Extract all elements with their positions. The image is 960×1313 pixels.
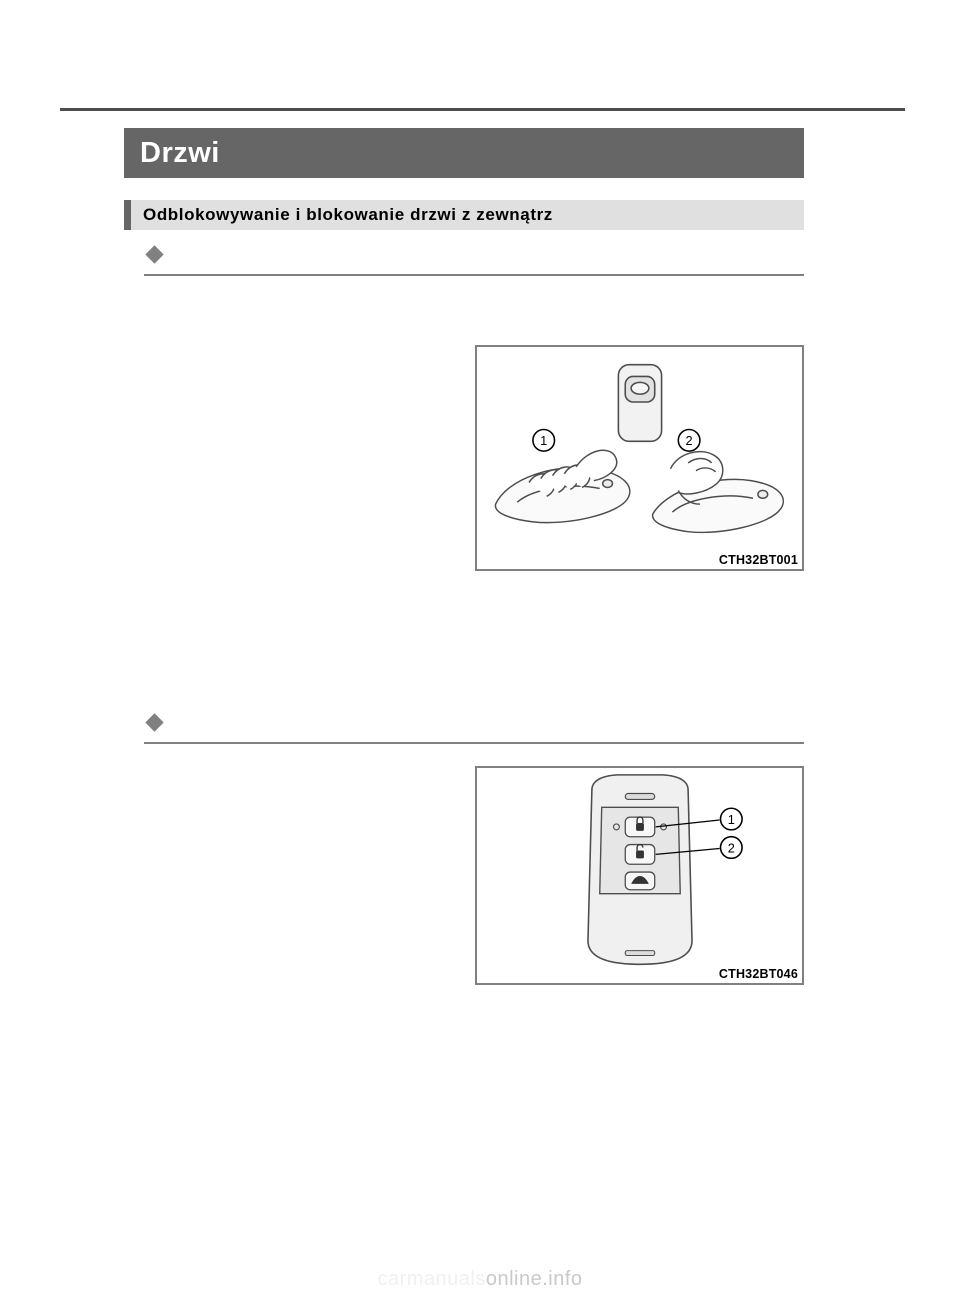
- figure-door-handle: [475, 345, 804, 571]
- svg-text:2: 2: [727, 840, 735, 856]
- watermark: [0, 1268, 960, 1291]
- subsection-divider-2: [144, 742, 804, 744]
- svg-text:2: 2: [685, 433, 693, 449]
- key-trunk-button: [625, 872, 654, 890]
- watermark-suffix: online.info: [485, 1268, 583, 1290]
- svg-text:1: 1: [727, 811, 735, 827]
- figure-code-2: CTH32BT046: [718, 967, 798, 981]
- section-heading: Odblokowywanie i blokowanie drzwi z zewnątrz: [143, 205, 553, 224]
- key-unlock-button: [625, 845, 654, 865]
- figure-remote-key-illustration: [477, 768, 802, 983]
- chapter-title-bar: [124, 128, 804, 178]
- svg-text:1: 1: [540, 433, 548, 449]
- figure-remote-key: [475, 766, 804, 985]
- diamond-bullet-icon: [145, 713, 163, 731]
- section-heading-band: [124, 200, 804, 230]
- figure1-callout-1: [533, 430, 555, 452]
- subsection-divider-1: [144, 274, 804, 276]
- figure-code-1: CTH32BT001: [718, 553, 798, 567]
- figure-door-handle-illustration: [477, 347, 802, 569]
- figure1-callout-2: [678, 430, 700, 452]
- header-divider: [60, 108, 905, 111]
- section-accent-bar: [124, 200, 131, 230]
- watermark-prefix: carmanuals: [377, 1268, 486, 1290]
- diamond-bullet-icon: [145, 245, 163, 263]
- page-title: Drzwi: [140, 136, 220, 169]
